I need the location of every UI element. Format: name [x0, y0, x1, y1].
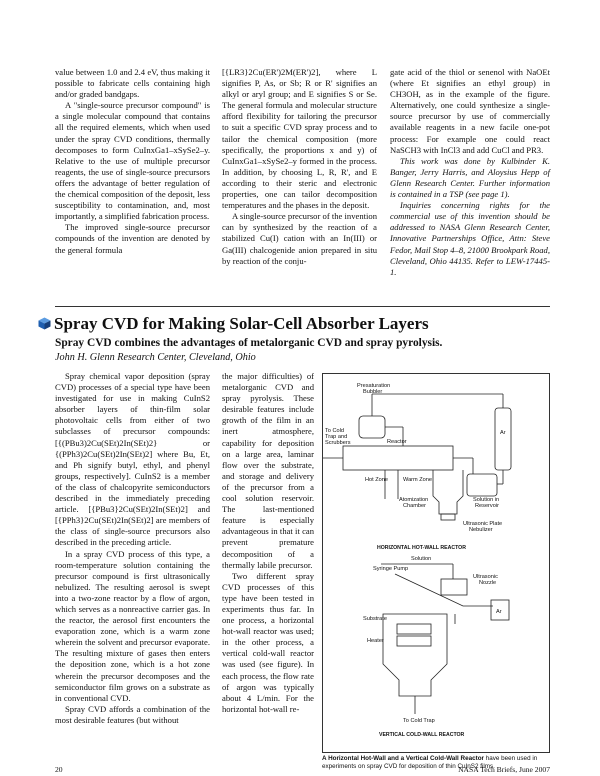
label-solution-in: Solution in	[473, 497, 500, 503]
paragraph: A single-source precursor of the invention can by synthesized by the reaction of a stabilized Cu(I) cation with an In(III) or Ga(III) chalcogenide anion prepared in situ by reaction of the conju-	[222, 211, 377, 266]
reactor-diagram	[323, 374, 551, 754]
paragraph: the major difficulties) of metalorganic CVD and spray pyrolysis. These desirable features include growth of the film in an inert atmosphere, capability for deposition on a large area, laminar flow over the substrate, and storage and delivery of the precursor from a cool solution reservoir. The last-mentioned feature is especially advantageous in that it can prevent premature decomposition of a thermally labile precursor.	[222, 371, 314, 570]
atomization-chamber-shape	[433, 470, 463, 514]
label-to-cold: To Cold	[325, 428, 344, 434]
label-ar-vertical: Ar	[496, 609, 502, 615]
horizontal-reactor-caption: HORIZONTAL HOT-WALL REACTOR	[377, 545, 466, 551]
label-substrate: Substrate	[363, 616, 387, 622]
inquiries-paragraph: Inquiries concerning rights for the commercial use of this invention should be addressed to NASA Glenn Research Center, Innovative Partnerships Office, Attn: Steve Fedor, Mail Stop 4–8, 21000 Brookpark Road, Cleveland, Ohio 44135. Refer to LEW-17445-1.	[390, 200, 550, 277]
cold-wall-chamber-shape	[383, 614, 447, 696]
paragraph: Spray CVD affords a combination of the most desirable features (but without	[55, 703, 210, 725]
presaturation-bubbler-shape	[359, 416, 385, 438]
paragraph: The improved single-source precursor compounds of the invention are denoted by the general formula	[55, 222, 210, 255]
solution-reservoir-shape	[467, 474, 497, 496]
label-ultrasonic-plate: Ultrasonic Plate	[463, 521, 503, 527]
credit-paragraph: This work was done by Kulbinder K. Banger, Jerry Harris, and Aloysius Hepp of Glenn Research Center. Further information is contained in a TSP (see page 1).	[390, 155, 550, 200]
paragraph: A "single-source precursor compound" is a single molecular compound that contains all the required elements, which when used under the spray CVD conditions, thermally decomposes to form CuInxGa1–xSySe2–y. Relative to the use of multiple precursor reagents, the use of single-source precursors offers the advantage of better regulation of the chemical composition of the deposit, less susceptibility to contamination, and, most importantly, a simplified fabrication process.	[55, 100, 210, 222]
article-title	[38, 314, 429, 334]
page-number: 20	[55, 765, 63, 774]
paragraph: gate acid of the thiol or senenol with NaOEt (where Et signifies an ethyl group) in CH3OH, as in the example of the figure. Alternatively, one could synthesize a single-source precursor by use of commercially available reagents in a new facile one-pot process: For example one could react NaSCH3 with InCl3 and add CuCl and PR3.	[390, 67, 550, 155]
article-affiliation: John H. Glenn Research Center, Cleveland, Ohio	[55, 352, 256, 363]
syringe-pump-shape	[441, 579, 467, 595]
article-title-text: Spray CVD for Making Solar-Cell Absorber Layers	[54, 314, 429, 333]
label-ar-horizontal: Ar	[500, 430, 506, 436]
substrate-shape	[397, 624, 431, 634]
label-ultrasonic: Ultrasonic	[473, 574, 498, 580]
label-reservoir: Reservoir	[475, 503, 499, 509]
argon-cylinder-shape	[495, 408, 511, 470]
article-subtitle: Spray CVD combines the advantages of metalorganic CVD and spray pyrolysis.	[55, 337, 443, 349]
prev-article-column-1	[55, 67, 210, 256]
divider	[55, 306, 550, 307]
label-bubbler: Bubbler	[363, 389, 383, 395]
reactor-figure	[322, 373, 550, 753]
caption-text: have been used in experiments on spray CVD for deposition of thin CuInS2 films.	[322, 755, 538, 770]
vertical-reactor-caption: VERTICAL COLD-WALL REACTOR	[379, 732, 465, 738]
label-chamber: Chamber	[403, 503, 427, 509]
cube-icon	[38, 315, 51, 328]
article-column-1	[55, 371, 210, 726]
label-atomization: Atomization	[399, 497, 429, 503]
label-nebulizer: Nebulizer	[469, 527, 493, 533]
label-presaturation: Presaturation	[357, 383, 391, 389]
paragraph: value between 1.0 and 2.4 eV, thus making it possible to fabricate cells containing high and/or graded bandgaps.	[55, 67, 210, 100]
label-reactor: Reactor	[387, 439, 407, 445]
label-solution: Solution	[411, 556, 432, 562]
paragraph: In a spray CVD process of this type, a room-temperature solution containing the precursor compound is first ultrasonically nebulized. The resulting aerosol is swept into a two-zone reactor by a flow of argon, which serves as a nonreactive carrier gas. In the reactor, the aerosol first encounters the evaporation zone, which is a warm zone wherein the solvent and precursor evaporate. The resulting mixture of gases then enters the deposition zone, which is a hot zone wherein the precursor decomposes and the semiconductor film grows on a substrate as in conventional CVD.	[55, 548, 210, 703]
paragraph: Spray chemical vapor deposition (spray CVD) processes of a special type have been investigated for use in making CuInS2 absorber layers of thin-film solar photovoltaic cells from either of two subclasses of precursor compounds: [{(PBu3)2Cu(SEt)2In(SEt)2} or {(PPh3)2Cu(SEt)2In(SEt)2] where Bu, Et, and Ph signify butyl, ethyl, and phenyl groups, respectively]. CuInS2 is a member of the class of chalcopyrite semiconductors described in the immediately preceding article. [{PBu3}2Cu(SEt)2In(SEt)2] and [{PPh3}2Cu(SEt)2In(SEt)2] are members of the class of single-source precursors also described in the preceding article.	[55, 371, 210, 548]
label-to-cold-trap: To Cold Trap	[403, 718, 435, 724]
reactor-tube-shape	[343, 446, 453, 470]
paragraph: [{LR3}2Cu(ER')2M(ER')2], where L signifies P, As, or Sb; R or R' signifies an alkyl or aryl group; and E signifies S or Se. The general formula and molecular structure afford flexibility for tailoring the precursor to suit a specific CVD spray process and to tailor the chemical composition (more specifically, the proportions x and y) of CuInxGa1–xSySe2–y formed in the process. In addition, by choosing L, R, R', and E according to their steric and electronic properties, one can tailor decomposition temperatures and the phases in the deposit.	[222, 67, 377, 211]
caption-bold: A Horizontal Hot-Wall and a Vertical Cold-Wall Reactor	[322, 755, 484, 762]
label-heater: Heater	[367, 638, 384, 644]
label-hot-zone: Hot Zone	[365, 477, 389, 483]
article-column-2	[222, 371, 314, 715]
paragraph: Two different spray CVD processes of this type have been tested in experiments thus far. In one process, a horizontal hot-wall reactor was used; in the other process, a vertical cold-wall reactor was used (see figure). In each process, the flow rate of argon was typically about 4 L/min. For the horizontal hot-wall re-	[222, 570, 314, 714]
label-nozzle: Nozzle	[479, 580, 497, 586]
heater-shape	[397, 636, 431, 646]
publication-footer: NASA Tech Briefs, June 2007	[458, 765, 550, 774]
prev-article-column-3	[390, 67, 550, 278]
label-warm-zone: Warm Zone	[403, 477, 433, 483]
prev-article-column-2	[222, 67, 377, 267]
label-trap-and: Trap and	[325, 434, 348, 440]
label-scrubbers: Scrubbers	[325, 440, 351, 446]
label-syringe-pump: Syringe Pump	[373, 566, 409, 572]
